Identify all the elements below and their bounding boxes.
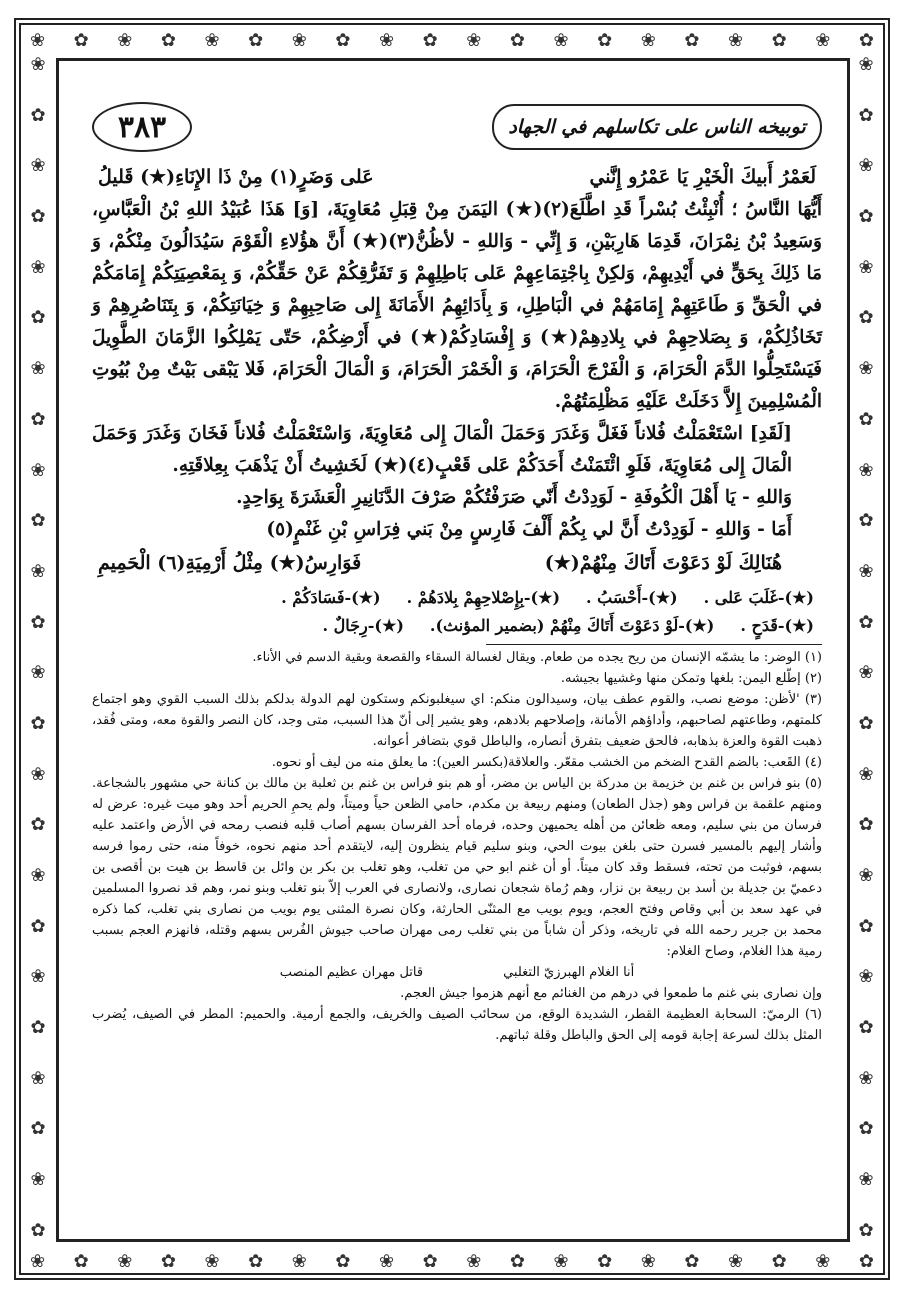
verse-hemistich-right: لَعَمْرُ أَبيكَ الْخَيْرِ يَا عَمْرُو إِنَّني	[589, 166, 816, 188]
floral-border-bottom: ❀ ✿ ❀ ✿ ❀ ✿ ❀ ✿ ❀ ✿ ❀ ✿ ❀ ✿ ❀ ✿ ❀ ✿ ❀ ✿	[30, 1251, 874, 1272]
chapter-title: توبيخه الناس على تكاسلهم في الجهاد	[508, 116, 806, 138]
sermon-paragraph-1: أَيُّهَا النَّاسُ ؛ أُنْبِئْتُ بُسْراً قَدِ اطَّلَعَ(٢)(★) اليَمَنَ مِنْ قِبَلِ مُعَاوِيَةَ، [وَ] هَذَا عُبَيْدُ اللهِ بْنُ الْعَبَّاسِ، وَسَعِيدُ بْنُ نِمْرَانَ، قَدِمَا هَارِبَيْنِ، وَ إِنِّي - وَاللهِ - لأظُنُّ(٣)(★) أَنَّ هؤُلاءِ الْقَوْمَ سَيُدَالُونَ مِنْكُمْ، وَ مَا ذَلِكَ بِحَقٍّ في أَيْدِيهِمْ، وَلكِنْ بِاجْتِمَاعِهِمْ عَلى بَاطِلِهِمْ وَ تَفَرُّقِكُمْ عَنْ حَقِّكُمْ، وَ بِمَعْصِيَتِكُمْ إِمَامَكُمْ في الْحَقِّ وَ طَاعَتِهِمْ إِمَامَهُمْ في الْبَاطِلِ، وَ بِأَدَائِهِمُ الأَمَانَةَ إِلى صَاحِبِهِمْ وَ خِيَانَتِكُمْ، وَ بِتَنَاصُرِهِمْ وَ تَخَاذُلِكُمْ، وَ بِصَلاحِهِمْ في بِلادِهِمْ(★) وَ إِفْسَادِكُمْ(★) في أَرْضِكُمْ، حَتّى يَمْلِكُوا الزَّمَانَ الطَّوِيلَ فَيَسْتَحِلُّوا الدَّمَ الْحَرَامَ، وَ الْفَرْجَ الْحَرَامَ، وَ الْخَمْرَ الْحَرَامَ، وَ الْمَالَ الْحَرَامَ، فَلا يَبْقى بَيْتٌ مِنْ بُيُوتِ الْمُسْلِمِينَ إِلاَّ دَخَلَتْ عَلَيْهِ مَظْلِمَتُهُمْ.	[92, 199, 822, 412]
sermon-paragraph-3: وَاللهِ - يَا أَهْلَ الْكُوفَةِ - لَوَدِدْتُ أَنّي صَرَفْتُكُمْ صَرْفَ الدَّنَانِيرِ الْعَشَرَةَ بِوَاحِدٍ.	[236, 487, 792, 508]
sermon-paragraph-2: [لَقَدِ] اسْتَعْمَلْتُ فُلاناً فَغَلَّ وَغَدَرَ وَحَمَلَ الْمَالَ إِلى مُعَاوِيَةَ، وَاسْتَعْمَلْتُ فُلاناً فَخَانَ وَغَدَرَ وَحَمَلَ الْمَالَ إِلى مُعَاوِيَةَ، فَلَوِ ائْتَمَنْتُ أَحَدَكُمْ عَلى قَعْبٍ(٤)(★) لَخَشِيتُ أَنْ يَذْهَبَ بِعِلاقَتِهِ.	[92, 423, 792, 476]
verse-hemistich-left: فَوَارِسُ(★) مِثْلُ أَرْمِيَةِ(٦) الْحَمِيمِ	[98, 552, 362, 574]
variant-readings	[92, 584, 822, 640]
footnote-divider	[486, 644, 822, 645]
page-content	[92, 96, 822, 1226]
floral-border-left: ❀ ✿ ❀ ✿ ❀ ✿ ❀ ✿ ❀ ✿ ❀ ✿ ❀ ✿ ❀ ✿ ❀ ✿ ❀ ✿ ❀ ✿ ❀ ✿	[30, 54, 46, 1241]
verse-hemistich-left: عَلى وَضَرٍ(١) مِنْ ذَا الإِنَاءِ(★) قَليلُ	[98, 166, 374, 188]
floral-border-top: ❀ ✿ ❀ ✿ ❀ ✿ ❀ ✿ ❀ ✿ ❀ ✿ ❀ ✿ ❀ ✿ ❀ ✿ ❀ ✿	[30, 30, 874, 51]
floral-border-right: ❀ ✿ ❀ ✿ ❀ ✿ ❀ ✿ ❀ ✿ ❀ ✿ ❀ ✿ ❀ ✿ ❀ ✿ ❀ ✿ ❀ ✿ ❀ ✿	[858, 54, 874, 1241]
variant-item: (★)-بِإِصْلاحِهِمْ بِلادَهُمْ .	[406, 588, 561, 607]
variant-item: (★)-فَسَادَكُمْ .	[281, 588, 381, 607]
page-number: ٣٨٣	[92, 102, 192, 152]
footnote: وإن نصارى بني غنم ما طمعوا في درهم من الغنائم مع أنهم هزموا جيش العجم.	[400, 986, 822, 1001]
footnote: (٥) بنو فراس بن غنم بن خزيمة بن مدركة بن الياس بن مضر، أو هم بنو فراس بن غنم بن ثعلبة بن مالك بن كنانة حي مشهور بالشجاعة. ومنهم علقمة بن فراس وهو (جذل الطعان) ومنهم ربيعة بن مكدم، حامي الظعن حياً وميتاً، ولم يحمِ الحريم أحد وهو ميت غيره: عرض له فرسان من بني سليم، ومعه ظعائن من أهله يحميهن وحده، فرماه أحد الفرسان بسهم أصاب قلبه فنصب رمحه في الأرض واعتمد عليه وأشار إليهم بالمسير فسرن حتى بلغن بيوت الحي، وبنو سليم قيام ينظرون إليه، لايتقدم أحد منهم نحوه، خوفاً منه، حتى رموا فرسه بسهم، فوثبت من تحته، فسقط وقد كان ميتاً. أو أن غنم ابو حي من تغلب، وهو تغلب بن بكر بن وائل بن قاسط بن هيت بن أقصى بن دعميّ بن جديلة بن أسد بن ربيعة بن نزار، وهم رُماة شجعان نصارى، ولانصارى في العرب إلاّ بنو تغلب وبنو نمر، وهم قد نصروا المسلمين في عهد سعد بن أبي وقاص وفتح العجم، ويوم بويب مع المثنّى الحارثة، وكان نصرة المثنى يوم بويب من نصارى بني تغلب، كما ذكره محمد بن جرير رحمه الله في تاريخه، وذكر أن شاباً من بني تغلب رمى مهران صاحب جيوش الفُرس بسهم وقتله، فانهزم العجم بسبب رمية هذا الغلام، وصاح الغلام:	[92, 776, 822, 959]
footnote: (٢) إطّلع اليمن: بلغها وتمكن منها وغشيها بجيشه.	[560, 671, 822, 686]
footnote-poem	[92, 962, 822, 983]
footnote: (٤) القَعب: بالضم القدح الضخم من الخشب مقعّر. والعلاقة(بكسر العين): ما يعلق منه من ليف أو نحوه.	[271, 755, 822, 770]
footnote: (١) الوضر: ما يشمّه الإنسان من ريح يجده من طعام. ويقال لغسالة السقاء والقصعة وبقية الدسم في الأناء.	[252, 650, 822, 665]
footnote: (٦) الرميّ: السحابة العظيمة القطر، الشديدة الوقع، من سحائب الصيف والخريف، والجمع أرمية. والحميم: المطر في الصيف، يُضرب المثل بذلك لسرعة إجابة قومه إلى الحق والباطل وقلة ثباتهم.	[92, 1007, 822, 1043]
variant-row	[92, 612, 822, 640]
page-header	[92, 96, 822, 160]
opening-verse	[92, 160, 822, 194]
footnotes	[92, 647, 822, 1046]
sermon-paragraph-4: أَمَا - وَاللهِ - لَوَدِدْتُ أَنَّ لي بِكُمْ أَلْفَ فَارِسٍ مِنْ بَني فِرَاسِ بْنِ غَنْمٍ(٥)	[266, 519, 792, 540]
poem-hemistich-left: قاتل مهران عظيم المنصب	[279, 965, 424, 980]
variant-item: (★)-قَدَحٍ .	[740, 616, 814, 635]
variant-item: (★)-رِجَالٌ .	[322, 616, 404, 635]
variant-row	[92, 584, 822, 612]
footnote: (٣) 'لأظن: موضع نصب، والقوم عطف بيان، وسيدالون منكم: اي سيغلبونكم وستكون لهم الدولة بدلكم بذلك السبب القوي وهو اجتماع كلمتهم، وطاعتهم لصاحبهم، وأداؤهم الأمانة، وإصلاحهم بلادهم، وهو يشير إلى أنّ هذا السبب، متى وجد، كان النصر والقوة معه، ومتى فُقد، ذهبت القوة والعزة بذهابه، فالحق ضعيف بتفرق أنصاره، والباطل قوي بتضافر أعوانه.	[92, 692, 822, 749]
poem-hemistich-right: أنا الغلام الهبرزيّ التغلبي	[503, 965, 635, 980]
variant-item: (★)-لَوْ دَعَوْتَ أَتَاكَ مِنْهُمْ (بضمير المؤنث).	[429, 616, 715, 635]
chapter-title-box	[492, 104, 822, 150]
variant-item: (★)-غَلَبَ عَلى .	[703, 588, 814, 607]
closing-verse	[92, 546, 822, 580]
verse-hemistich-right: هُنَالِكَ لَوْ دَعَوْتَ أَتَاكَ مِنْهُمْ(★)	[544, 552, 782, 574]
variant-item: (★)-أَحْسَبُ .	[586, 588, 678, 607]
